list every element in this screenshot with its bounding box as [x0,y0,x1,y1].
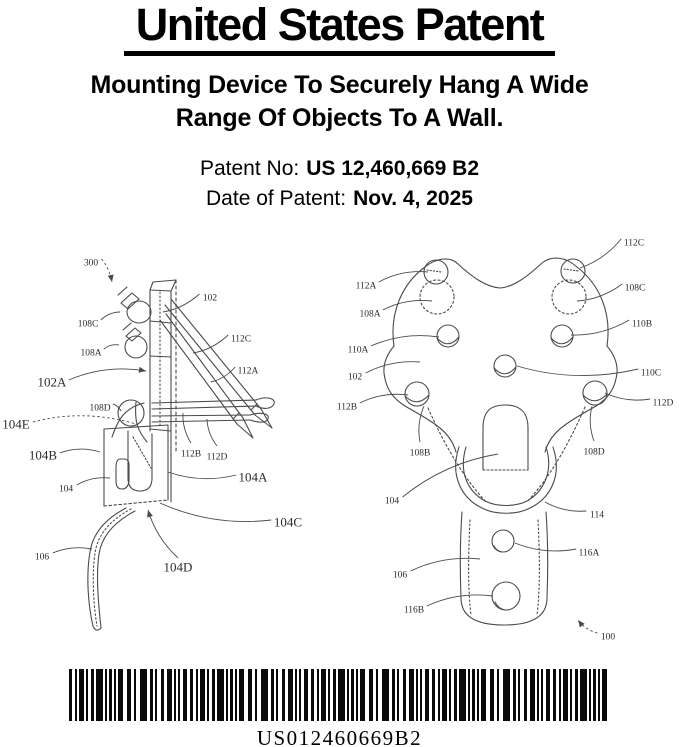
leader-line [60,449,100,453]
barcode-bar [369,669,373,721]
leader-line [193,335,228,353]
bracket-bottom-edge [104,500,168,506]
barcode-bar [338,669,345,721]
barcode-bar [69,669,72,721]
mouth-inner [463,447,548,506]
barcode-bar [541,669,543,721]
pencil-a-band [251,404,257,410]
hole-116b [492,582,520,610]
barcode-bar [114,669,116,721]
bracket-outline [104,425,168,506]
pin-tabs [121,293,141,341]
barcode-bar [271,669,274,721]
barcode-bar [481,669,486,721]
tongue-outline [483,405,528,470]
knob-108a [125,336,147,358]
barcode-bars [69,669,611,721]
patent-header [0,2,679,215]
figure-front-view [384,258,617,625]
knob-112b-front [405,382,429,406]
barcode-bar [207,669,209,721]
barcode-bar [196,669,198,721]
barcode-bar [351,669,354,721]
leader-line [207,419,217,446]
leader-arrowhead [147,510,153,518]
leader-line [577,284,622,301]
barcode-bar [468,669,470,721]
figure-reference-label: 102A [37,374,67,390]
barcode-bar [503,669,510,721]
leader-line [104,345,119,349]
barcode-bar [328,669,330,721]
barcode-bar [553,669,556,721]
figure-reference-label: 104 [58,484,74,495]
plate-top-outline [393,258,608,346]
leader-line [366,362,420,373]
barcode-bar [472,669,475,721]
figure-reference-label: 104D [163,559,193,575]
barcode-bar [321,669,326,721]
figure-reference-label: 112A [355,281,377,292]
figure-reference-label: 112B [336,402,358,413]
leader-line [427,595,493,606]
hook-inner [98,511,135,628]
patent-number-line [0,154,679,184]
barcode-bar [490,669,494,721]
page-title [0,2,679,56]
barcode-bar [295,669,297,721]
figure-reference-label: 106 [34,552,50,563]
rods [152,400,258,422]
figure-reference-label: 108C [624,283,646,294]
barcode-text: US012460669B2 [256,726,423,747]
barcode-bar [299,669,301,721]
barcode-bar [96,669,103,721]
strap-outline [460,512,547,625]
barcode-bar [150,669,153,721]
barcode-bar [392,669,395,721]
barcode-bar [356,669,358,721]
barcode-bar [518,669,520,721]
knob-108c [127,301,151,323]
barcode-bar [217,669,224,721]
scallop-right [527,407,585,502]
barcode-bar [127,669,131,721]
knob-108c-front [552,280,586,314]
barcode-bar [432,669,435,721]
barcode-bar [449,669,451,721]
leader-line [77,478,110,485]
barcode-bar [459,669,466,721]
barcode-bar [226,669,228,721]
bracket-slot [116,459,129,489]
patent-date-value: Nov. 4, 2025 [353,187,473,211]
figure-reference-label: 110B [631,319,653,330]
barcode [69,669,611,747]
leader-arrowhead [108,275,114,282]
figure-reference-label: 108B [409,448,431,459]
leader-line [403,454,498,497]
barcode-bar [416,669,418,721]
barcode-bar [79,669,84,721]
barcode-bar [376,669,378,721]
figure-reference-label: 114 [590,510,604,521]
figure-reference-label: 102 [347,372,363,383]
pencil-a-tip [255,409,272,428]
barcode-bar [333,669,336,721]
bump-110a-cup [437,337,459,344]
figure-reference-label: 104C [273,514,303,530]
leader-line [101,312,120,320]
figure-reference-label: 104B [28,447,58,463]
barcode-bar [239,669,244,721]
figure-reference-label: 108A [359,309,381,320]
knob-108a-front [420,280,454,314]
barcode-bar [248,669,252,721]
knob-112b-cup [405,395,429,402]
leader-line [148,510,178,558]
mouth-outer [456,447,557,513]
figure-reference-label: 112C [230,334,252,345]
figure-reference-label: 108C [77,319,99,330]
figure-reference-label: 110C [640,368,662,379]
barcode-bar [563,669,568,721]
barcode-bar [347,669,349,721]
invention-title [0,69,679,135]
barcode-bar [524,669,527,721]
barcode-bar [580,669,587,721]
barcode-bar [75,669,77,721]
barcode-bar [513,669,516,721]
barcode-bar [255,669,257,721]
strap-texture [469,520,540,615]
figure-reference-label: 112D [206,452,228,463]
rod-clip-top [256,398,274,408]
barcode-bar [304,669,308,721]
figure-reference-label: 116B [403,605,425,616]
barcode-bar [497,669,499,721]
invention-title-line2: Range Of Objects To A Wall. [175,104,504,132]
leader-line [53,548,92,553]
barcode-bar [530,669,535,721]
leader-line [168,472,236,479]
figure-reference-label: 100 [600,632,616,643]
figure-reference-label: 106 [392,570,408,581]
barcode-bar [161,669,164,721]
barcode-bar [118,669,123,721]
knob-highlights [427,269,578,272]
barcode-bar [288,669,293,721]
figure-reference-label: 108D [583,447,605,458]
plate-right-outline [545,346,617,452]
barcode-bar [86,669,88,721]
figure-reference-label: 112C [623,238,645,249]
hook-outer [88,508,126,630]
barcode-bar [403,669,406,721]
barcode-bar [134,669,136,721]
invention-title-line1: Mounting Device To Securely Hang A Wide [90,71,589,99]
barcode-bar [183,669,187,721]
figure-reference-label: 104A [238,469,268,485]
barcode-bar [438,669,440,721]
barcode-bar [235,669,237,721]
pencil-a-shaft [165,299,261,415]
barcode-bar [276,669,278,721]
barcode-bar [546,669,550,721]
barcode-bar [409,669,414,721]
patent-date-line [0,184,679,214]
leader-line [379,272,428,282]
pencil-b-tip [237,418,253,438]
figure-reference-label: 108D [89,403,111,414]
knob-112d-front [583,381,607,405]
leader-line [517,366,638,376]
barcode-bar [174,669,176,721]
barcode-bar [212,669,215,721]
barcode-bar [317,669,319,721]
barcode-bar [575,669,578,721]
barcode-bar [454,669,457,721]
figure-reference-label: 112A [237,366,259,377]
barcode-bar [155,669,157,721]
barcode-bar [570,669,572,721]
barcode-bar [178,669,180,721]
barcode-bar [230,669,233,721]
bracket-channel [128,431,152,491]
barcode-bar [140,669,147,721]
figure-reference-label: 110A [347,345,369,356]
barcode-bar [190,669,193,721]
patent-meta [0,154,679,215]
leader-line [545,502,586,511]
barcode-bar [420,669,422,721]
figure-reference-label: 104E [2,416,30,432]
barcode-bar [589,669,591,721]
leader-line [571,320,629,335]
barcode-bar [593,669,596,721]
leader-arrowhead [139,367,146,373]
patent-number-label: Patent No: [199,157,300,180]
bracket-hatch [133,437,151,468]
leader-line [580,239,621,268]
barcode-bar [109,669,112,721]
barcode-bar [282,669,285,721]
patent-number-value: US 12,460,669 B2 [306,157,480,180]
barcode-bar [105,669,107,721]
figure-reference-label: 116A [578,548,600,559]
bump-110c-cup [494,367,516,374]
leader-line [590,406,594,441]
barcode-bar [602,669,607,721]
leader-line [411,558,480,571]
leader-line [69,369,146,380]
figure-reference-label: 112D [652,398,674,409]
barcode-bar [91,669,94,721]
barcode-bar [559,669,561,721]
barcode-bar [382,669,389,721]
leader-line [371,336,439,346]
leader-line [160,503,271,522]
barcode-bar [425,669,429,721]
barcode-bar [477,669,479,721]
figure-reference-label: 104 [384,496,400,507]
barcode-bar [442,669,447,721]
leader-line [183,413,191,443]
bump-110b-cup [551,337,573,344]
leader-line [419,406,424,442]
pencil-b-band [233,413,239,419]
barcode-bar [598,669,600,721]
figure-reference-label: 112B [180,449,202,460]
leader-line [605,393,650,400]
barcode-bar [167,669,172,721]
figure-reference-label: 108A [80,348,102,359]
barcode-bar [397,669,399,721]
figure-reference-label: 300 [83,258,99,269]
barcode-bar [360,669,365,721]
barcode-bar [311,669,314,721]
barcode-bar [200,669,205,721]
leader-line [515,543,576,551]
barcode-bar [537,669,539,721]
figure-reference-label: 102 [202,293,218,304]
leader-line [360,394,408,403]
patent-date-label: Date of Patent: [206,187,347,211]
page-title-text: United States Patent [124,2,556,56]
knob-arms [112,402,147,442]
rail-top-cap [150,280,176,291]
barcode-bar [261,669,268,721]
